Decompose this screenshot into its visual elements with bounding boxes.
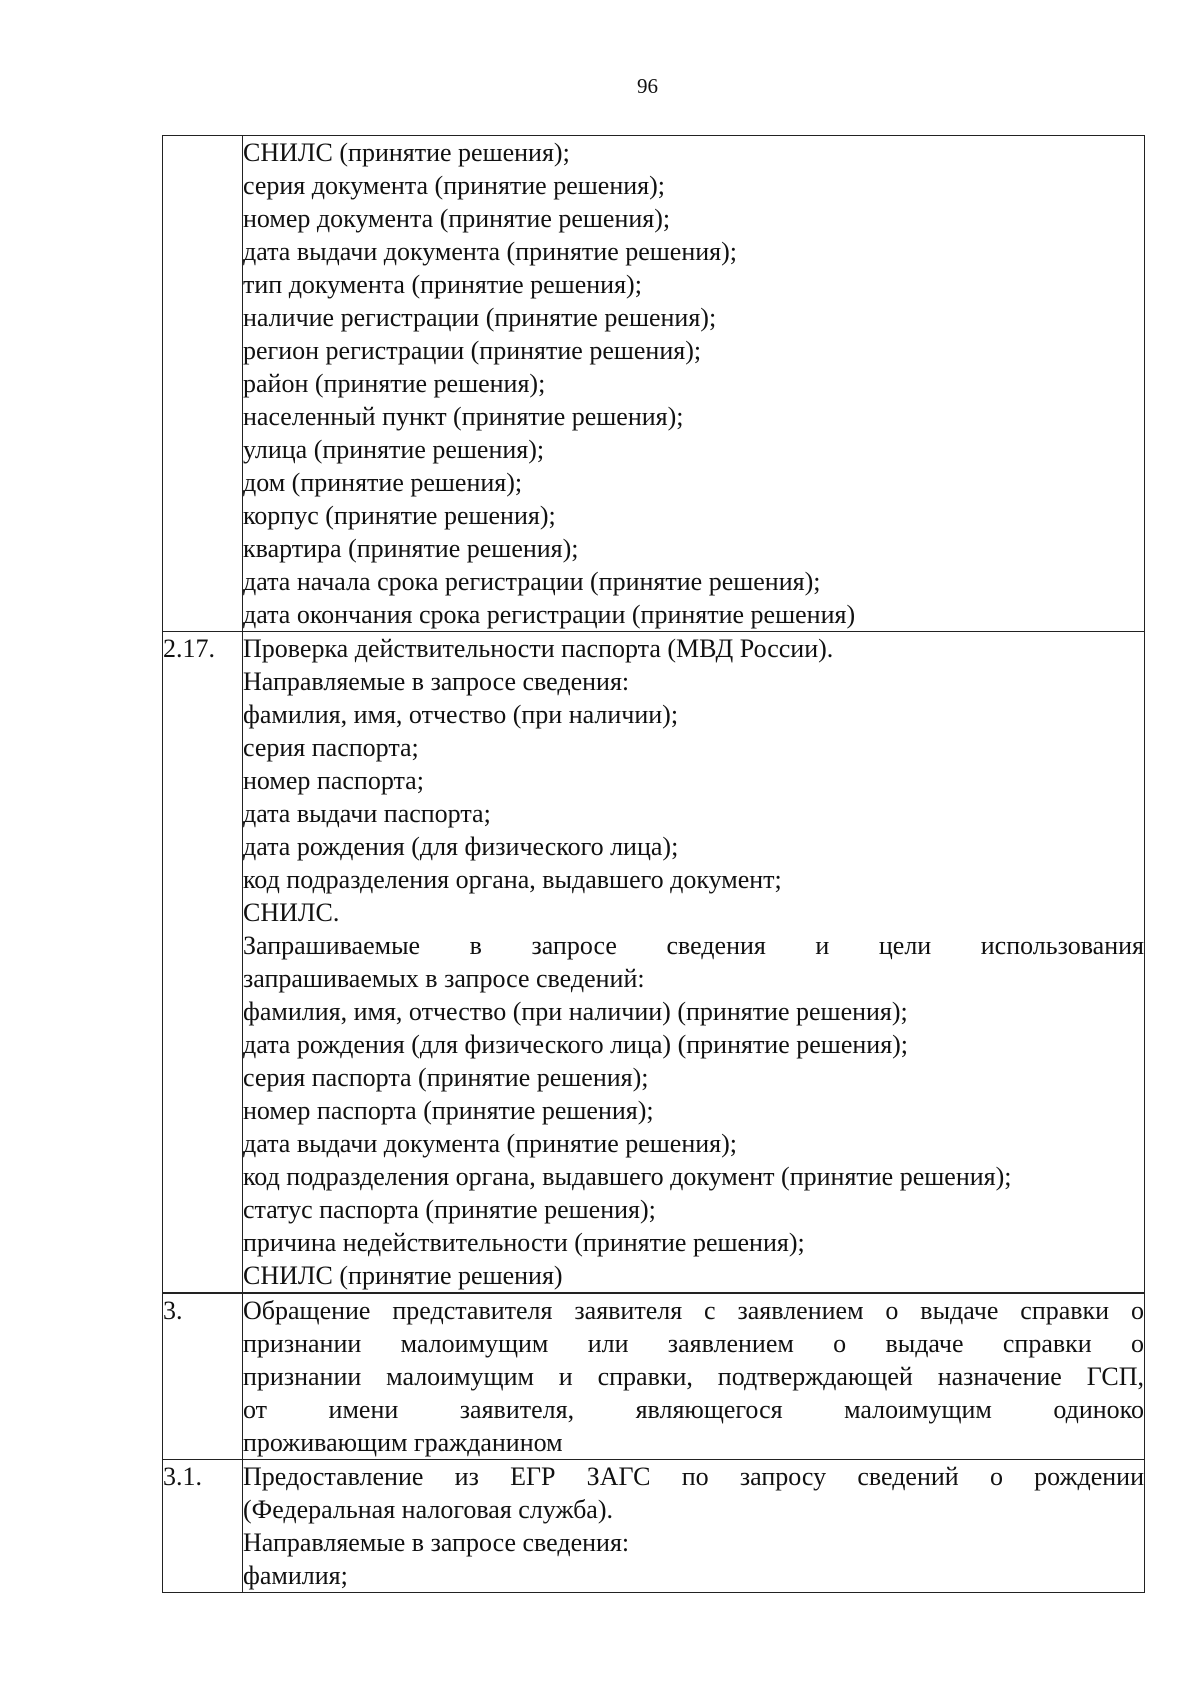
table-row (163, 1460, 1145, 1593)
content-line: Направляемые в запросе сведения: (243, 1528, 630, 1557)
content-line: дата рождения (для физического лица) (принятие решения); (243, 1030, 909, 1059)
content-line: Обращение представителя заявителя с заявлением о выдаче справки о (243, 1296, 1144, 1325)
row-number-cell (163, 632, 243, 1294)
content-line: населенный пункт (принятие решения); (243, 402, 684, 431)
content-line: дата выдачи документа (принятие решения); (243, 237, 737, 266)
content-line: номер паспорта; (243, 766, 424, 795)
content-line: Направляемые в запросе сведения: (243, 667, 630, 696)
content-line: запрашиваемых в запросе сведений: (243, 964, 645, 993)
content-line: номер документа (принятие решения); (243, 204, 671, 233)
content-line: фамилия; (243, 1561, 348, 1590)
row-number-cell (163, 1460, 243, 1593)
content-line: наличие регистрации (принятие решения); (243, 303, 717, 332)
content-line: улица (принятие решения); (243, 435, 545, 464)
content-line: район (принятие решения); (243, 369, 546, 398)
table-row (163, 632, 1145, 1294)
content-line: регион регистрации (принятие решения); (243, 336, 702, 365)
content-line: СНИЛС. (243, 898, 340, 927)
content-line: дом (принятие решения); (243, 468, 523, 497)
content-line: серия паспорта; (243, 733, 419, 762)
content-line: проживающим гражданином (243, 1428, 563, 1457)
table-row (163, 136, 1145, 632)
content-line: серия паспорта (принятие решения); (243, 1063, 649, 1092)
content-line: дата окончания срока регистрации (принятие решения) (243, 600, 856, 629)
table-body (163, 136, 1145, 1593)
content-line: фамилия, имя, отчество (при наличии); (243, 700, 679, 729)
row-content-cell (243, 1460, 1145, 1593)
content-line: статус паспорта (принятие решения); (243, 1195, 656, 1224)
content-line: (Федеральная налоговая служба). (243, 1495, 614, 1524)
content-line: дата рождения (для физического лица); (243, 832, 679, 861)
row-number (163, 136, 242, 169)
content-line: СНИЛС (принятие решения) (243, 1261, 563, 1290)
content-line: признании малоимущим и справки, подтверждающей назначение ГСП, (243, 1362, 1144, 1391)
row-content-cell (243, 632, 1145, 1294)
content-line: Предоставление из ЕГР ЗАГС по запросу сведений о рождении (243, 1462, 1144, 1491)
row-content-cell (243, 1293, 1145, 1460)
row-number-cell (163, 1293, 243, 1460)
row-number-cell (163, 136, 243, 632)
content-line: признании малоимущим или заявлением о выдаче справки о (243, 1329, 1144, 1358)
content-line: Проверка действительности паспорта (МВД России). (243, 634, 834, 663)
content-line: серия документа (принятие решения); (243, 171, 665, 200)
content-line: код подразделения органа, выдавшего документ; (243, 865, 782, 894)
page-number: 96 (637, 74, 658, 98)
content-line: номер паспорта (принятие решения); (243, 1096, 654, 1125)
content-line: от имени заявителя, являющегося малоимущим одиноко (243, 1395, 1144, 1424)
document-table (162, 135, 1145, 1593)
content-line: дата выдачи паспорта; (243, 799, 491, 828)
table-row (163, 1293, 1145, 1460)
row-number: 3.1. (163, 1462, 202, 1491)
content-line: корпус (принятие решения); (243, 501, 556, 530)
row-content-cell (243, 136, 1145, 632)
content-line: СНИЛС (принятие решения); (243, 138, 570, 167)
content-line: код подразделения органа, выдавшего документ (принятие решения); (243, 1162, 1012, 1191)
content-line: Запрашиваемые в запросе сведения и цели использования (243, 931, 1144, 960)
content-line: причина недействительности (принятие решения); (243, 1228, 805, 1257)
row-number: 3. (163, 1296, 183, 1325)
row-number: 2.17. (163, 634, 215, 663)
content-line: тип документа (принятие решения); (243, 270, 642, 299)
content-line: квартира (принятие решения); (243, 534, 579, 563)
content-line: фамилия, имя, отчество (при наличии) (принятие решения); (243, 997, 908, 1026)
content-line: дата начала срока регистрации (принятие решения); (243, 567, 821, 596)
content-line: дата выдачи документа (принятие решения); (243, 1129, 737, 1158)
